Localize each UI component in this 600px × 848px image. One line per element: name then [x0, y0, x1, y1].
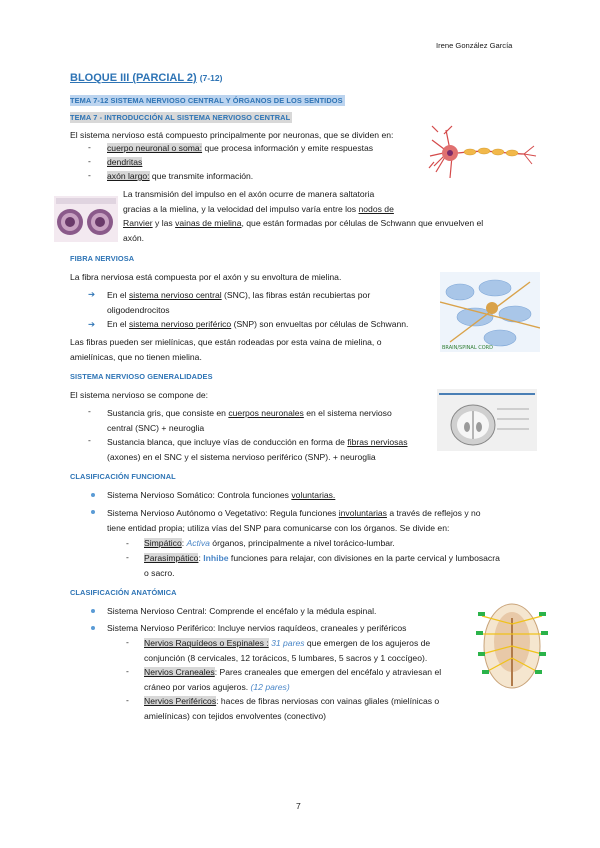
intro-text: El sistema nervioso está compuesto principalmente por neuronas, que se dividen en:	[70, 130, 394, 140]
para-line: (axones) en el SNC y el sistema nervioso periférico (SNP). + neuroglia	[107, 451, 376, 462]
para-line	[107, 435, 437, 450]
saltatory-paragraph	[123, 187, 523, 245]
bullet-icon	[91, 626, 95, 630]
list-item	[107, 156, 142, 169]
para-line: oligodendrocitos	[107, 305, 170, 315]
text: y las	[152, 218, 176, 228]
text: Sistema Nervioso Somático: Controla funciones	[107, 490, 292, 500]
term: Nervios Raquídeos o Espinales :	[144, 638, 269, 648]
snp-item: Sistema Nervioso Periférico: Incluye nervios raquídeos, craneales y periféricos	[107, 623, 407, 633]
para-line: o sacro.	[144, 567, 175, 578]
term: cuerpos neuronales	[228, 408, 304, 418]
text: , que están formadas por células de Schwann que envuelven el	[241, 218, 484, 228]
tema-header: TEMA 7-12 SISTEMA NERVIOSO CENTRAL Y ÓRGANOS DE LOS SENTIDOS	[70, 96, 343, 105]
sustancia-blanca	[107, 435, 437, 464]
term: cuerpo neuronal o soma:	[107, 143, 203, 153]
cranial-nerves-image	[476, 598, 548, 694]
para-line: La transmisión del impulso en el axón ocurre de manera saltatoria	[123, 189, 375, 199]
term: involuntarias	[338, 508, 387, 518]
figure-caption: BRAIN/SPINAL CORD	[442, 345, 493, 351]
text: :	[181, 538, 187, 548]
text: :	[198, 553, 204, 563]
para-line	[107, 288, 427, 303]
tema7-header: TEMA 7 - INTRODUCCIÓN AL SISTEMA NERVIOSO CENTRAL	[70, 113, 291, 122]
bullet-icon	[91, 510, 95, 514]
desc: que procesa información y emite respuestas	[202, 143, 374, 153]
text: gracias a la mielina, y la velocidad del impulso varía entre los	[123, 203, 359, 214]
term: nodos de	[358, 203, 394, 214]
term: voluntarias.	[291, 490, 336, 500]
term: Nervios Periféricos	[144, 696, 217, 706]
neuron-image	[428, 122, 538, 190]
fibra-text: La fibra nerviosa está compuesta por el axón y su envoltura de mielina.	[70, 272, 342, 282]
text: cráneo por varios agujeros.	[144, 681, 251, 692]
text: que emergen de los agujeros de	[304, 638, 431, 648]
bloque-title	[70, 72, 222, 84]
term: dendritas	[107, 157, 143, 167]
term: Simpático	[144, 538, 182, 548]
text: (SNP) son envueltas por células de Schwann.	[231, 319, 409, 329]
bloque-title-text: BLOQUE III (PARCIAL 2)	[70, 72, 197, 84]
para-line: Las fibras pueden ser mielínicas, que están rodeadas por esta vaina de mielina, o	[70, 337, 382, 347]
bloque-range: (7-12)	[199, 73, 223, 83]
desc: que transmite información.	[149, 171, 254, 181]
text: : haces de fibras nerviosas con vainas gliales (mielínicas o	[216, 696, 440, 706]
text: Sustancia gris, que consiste en	[107, 408, 229, 418]
list-dash: -	[126, 637, 129, 647]
list-item	[107, 170, 253, 183]
list-dash: -	[88, 142, 91, 152]
para-line	[107, 506, 527, 521]
para-line	[123, 216, 523, 231]
fibra-snc	[107, 288, 427, 318]
autonomo-item	[107, 506, 527, 535]
term: Nervios Craneales	[144, 667, 215, 677]
somatico-item	[107, 489, 335, 502]
page-number: 7	[296, 801, 301, 811]
list-dash: -	[126, 538, 129, 548]
para-line: amielínicas) con tejidos envolventes (conectivo)	[144, 710, 326, 721]
para-line	[123, 202, 523, 217]
keyword: (12 pares)	[250, 681, 290, 692]
para-line: amielínicas, que no tienen mielina.	[70, 351, 202, 362]
anatomica-title: CLASIFICACIÓN ANATÓMICA	[70, 588, 177, 597]
para-line: axón.	[123, 232, 145, 243]
list-dash: -	[126, 552, 129, 562]
keyword: Inhibe	[203, 553, 229, 563]
list-dash: -	[88, 406, 91, 416]
generalidades-text: El sistema nervioso se compone de:	[70, 390, 209, 400]
fibra-paragraph	[70, 335, 430, 364]
term: Ranvier	[123, 218, 153, 228]
term: vainas de mielina	[175, 218, 242, 228]
term: sistema nervioso periférico	[128, 319, 232, 329]
text: : Pares craneales que emergen del encéfalo y atraviesan el	[214, 667, 442, 677]
text: en el sistema nervioso	[303, 408, 392, 418]
text: En el	[107, 290, 129, 300]
para-line	[144, 665, 464, 680]
fibra-title: FIBRA NERVIOSA	[70, 254, 135, 263]
para-line	[144, 680, 464, 695]
author-name: Irene González García	[436, 41, 513, 50]
craneales-item	[144, 665, 464, 694]
sustancia-gris	[107, 406, 427, 435]
keyword: 31 pares	[268, 638, 305, 648]
text: funciones para relajar, con divisiones en la parte cervical y lumbosacra	[228, 553, 500, 563]
arrow-icon: ➔	[88, 289, 96, 299]
fibra-snp	[107, 318, 408, 331]
para-line: tiene entidad propia; utiliza vías del SNP para comunicarse con los órganos. Se divide en:	[107, 522, 450, 533]
para-line: conjunción (8 cervicales, 12 torácicos, 5 lumbares, 5 sacros y 1 coccígeo).	[144, 652, 428, 663]
list-dash: -	[126, 666, 129, 676]
snc-item: Sistema Nervioso Central: Comprende el encéfalo y la médula espinal.	[107, 606, 377, 616]
myelin-cross-section-image	[54, 196, 118, 242]
text: (SNC), las fibras están recubiertas por	[221, 290, 371, 300]
bullet-icon	[91, 493, 95, 497]
list-dash: -	[88, 156, 91, 166]
text: órganos, principalmente a nivel torácico-lumbar.	[209, 538, 395, 548]
para-line	[144, 694, 464, 709]
list-dash: -	[88, 170, 91, 180]
term: sistema nervioso central	[128, 290, 222, 300]
para-line	[107, 406, 427, 421]
term: fibras nerviosas	[347, 437, 408, 447]
brain-section-image	[437, 389, 537, 451]
para-line	[144, 551, 544, 566]
bullet-icon	[91, 609, 95, 613]
term: Parasimpático	[144, 553, 199, 563]
generalidades-title: SISTEMA NERVIOSO GENERALIDADES	[70, 372, 213, 381]
text: Sustancia blanca, que incluye vías de conducción en forma de	[107, 437, 348, 447]
arrow-icon: ➔	[88, 319, 96, 329]
raquideos-item	[144, 636, 464, 665]
list-item	[107, 142, 373, 155]
nerve-fiber-image	[440, 272, 540, 352]
text: a través de reflejos y no	[386, 508, 481, 518]
list-dash: -	[126, 695, 129, 705]
perifericos-item	[144, 694, 464, 723]
term: axón largo:	[107, 171, 150, 181]
parasimpatico-item	[144, 551, 544, 580]
simpatico-item	[144, 537, 395, 550]
para-line: central (SNC) + neuroglia	[107, 422, 205, 433]
list-dash: -	[88, 435, 91, 445]
text: En el	[107, 319, 129, 329]
funcional-title: CLASIFICACIÓN FUNCIONAL	[70, 472, 176, 481]
para-line	[144, 636, 464, 651]
text: Sistema Nervioso Autónomo o Vegetativo: Regula funciones	[107, 508, 339, 518]
keyword: Activa	[186, 538, 210, 548]
